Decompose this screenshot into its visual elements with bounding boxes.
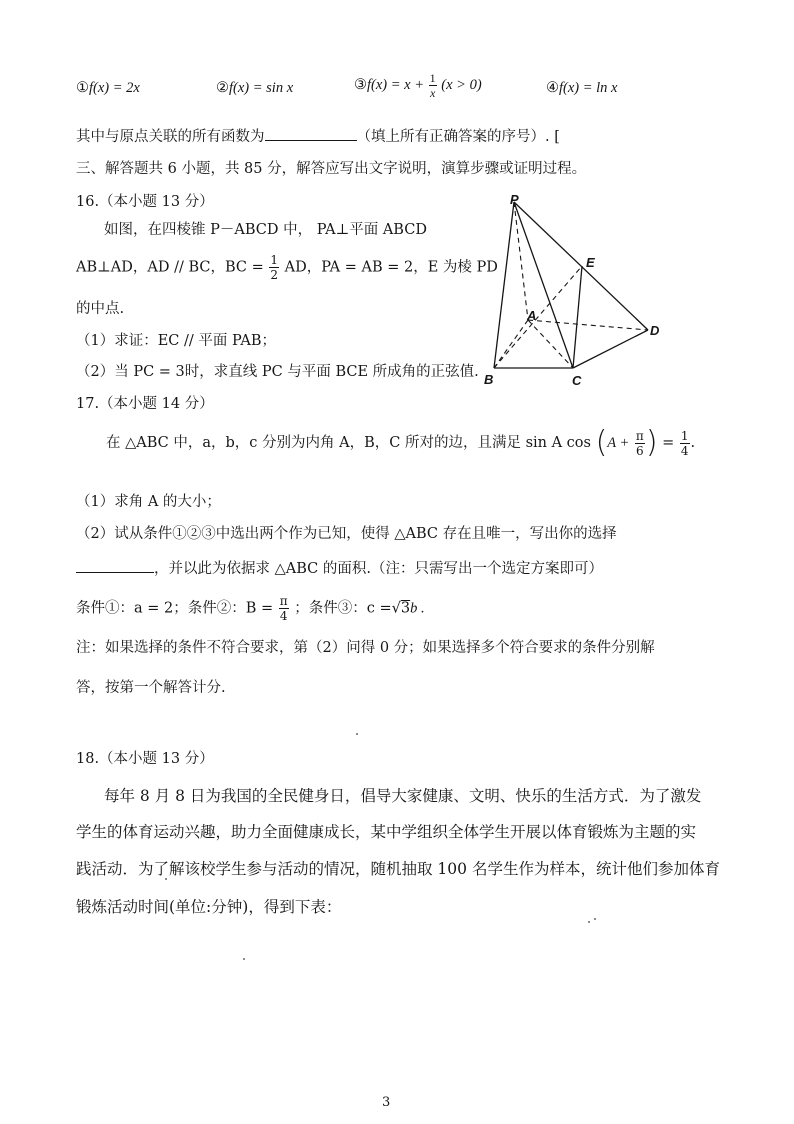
answer-blank	[76, 572, 154, 573]
edge-pc	[514, 202, 573, 368]
label-d: D	[650, 323, 660, 338]
page-number: 3	[382, 1095, 391, 1110]
q17-part-2b: ，并以此为依据求 △ABC 的面积.（注：只需写出一个选定方案即可）	[76, 561, 603, 578]
q16-part-1: （1）求证：EC // 平面 PAB；	[76, 333, 277, 349]
edge-ad-hidden	[528, 320, 648, 330]
q17-stem: 在 △ABC 中，a，b，c 分别为内角 A，B，C 所对的边，且满足 sin A cos (A + $\frac{\pi}{6}$ ) = $\frac{1}{4}$ .	[106, 425, 696, 460]
scan-speck	[356, 733, 358, 735]
q17-header: 17.（本小题 14 分）	[76, 396, 214, 412]
label-b: B	[484, 372, 494, 387]
label-c: C	[572, 373, 582, 388]
scan-speck	[243, 958, 245, 960]
q17-note-1: 注：如果选择的条件不符合要求，第（2）问得 0 分；如果选择多个符合要求的条件分别解	[76, 640, 655, 656]
q18-line-1: 每年 8 月 8 日为我国的全民健身日，倡导大家健康、文明、快乐的生活方式．为了激发	[104, 787, 702, 805]
section-heading: 三、解答题共 6 小题，共 85 分，解答应写出文字说明，演算步骤或证明过程。	[76, 161, 587, 177]
edge-cd	[573, 330, 648, 368]
fraction: $\frac{1}{4}$	[680, 428, 689, 458]
edge-ac-hidden	[528, 320, 573, 368]
edge-be-hidden	[494, 266, 582, 368]
label-e: E	[586, 255, 595, 270]
answer-blank	[265, 140, 357, 141]
q17-part-2: （2）试从条件①②③中选出两个作为已知，使得 △ABC 存在且唯一，写出你的选择	[76, 526, 617, 542]
fraction: $\frac{\pi}{6}$	[635, 428, 644, 458]
edge-pa-hidden	[514, 202, 528, 320]
q18-line-4: 锻炼活动时间(单位:分钟)，得到下表：	[76, 898, 342, 916]
q15-option-1: ①f(x) = 2x	[76, 80, 140, 96]
fraction: $\frac{\pi}{4}$	[279, 594, 288, 623]
label-p: P	[510, 192, 519, 207]
q18-line-2: 学生的体育运动兴趣，助力全面健康成长，某中学组织全体学生开展以体育锻炼为主题的实	[76, 823, 697, 841]
q15-question: 其中与原点关联的所有函数为 （填上所有正确答案的序号）. [	[76, 129, 560, 145]
q18-header: 18.（本小题 13 分）	[76, 751, 214, 767]
fraction: $\frac{1}{2}$	[270, 253, 278, 282]
fraction: $\frac{1}{x}$	[429, 71, 436, 100]
q16-line-1: 如图，在四棱锥 P－ABCD 中， PA⊥平面 ABCD	[104, 222, 427, 238]
scan-speck	[165, 878, 167, 880]
q15-option-4: ④f(x) = ln x	[546, 80, 618, 96]
q17-conditions: 条件①：a = 2；条件②：B = $\frac{\pi}{4}$ ；条件③：c =√3b .	[76, 594, 425, 623]
q15-option-2: ②f(x) = sin x	[216, 80, 294, 96]
scan-speck	[594, 918, 596, 920]
q15-option-3: ③f(x) = x + $\frac{1}{x}$ (x > 0)	[354, 71, 482, 100]
q16-line-3: 的中点.	[76, 301, 125, 317]
scan-speck	[588, 921, 590, 923]
q17-note-2: 答，按第一个解答计分.	[76, 680, 226, 696]
label-a: A	[527, 308, 537, 323]
q17-part-1: （1）求角 A 的大小；	[76, 494, 221, 510]
q18-line-3: 践活动．为了解该校学生参与活动的情况，随机抽取 100 名学生作为样本，统计他们参加体育	[76, 860, 720, 878]
q16-header: 16.（本小题 13 分）	[76, 194, 214, 210]
q16-part-2: （2）当 PC = 3时，求直线 PC 与平面 BCE 所成角的正弦值.	[76, 364, 479, 380]
q16-line-2: AB⊥AD，AD // BC，BC = $\frac{1}{2}$ AD，PA = AB = 2，E 为棱 PD	[76, 253, 498, 282]
pyramid-figure	[476, 188, 676, 393]
edge-ce	[573, 266, 582, 368]
